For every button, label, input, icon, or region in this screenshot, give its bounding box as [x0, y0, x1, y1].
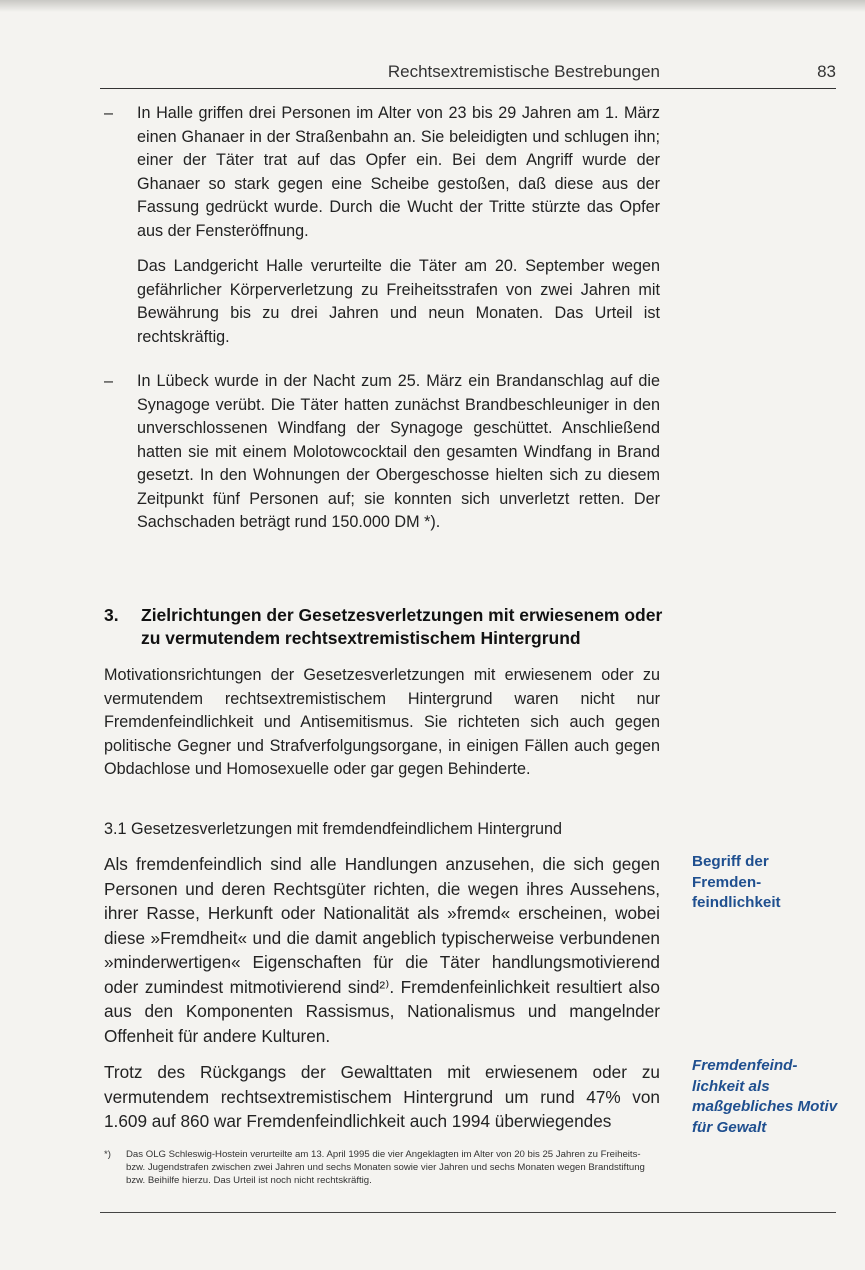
list-dash: – — [104, 372, 114, 390]
motive-paragraph — [104, 1060, 660, 1134]
header-rule — [100, 88, 836, 89]
running-title: Rechtsextremistische Bestrebungen — [387, 62, 660, 81]
margin-note-motive: Fremdenfeind-lichkeit als maßgebliches Motiv für Gewalt — [692, 1057, 838, 1136]
definition-paragraph — [104, 852, 660, 1048]
list-dash: – — [104, 104, 114, 122]
page-number: 83 — [817, 62, 836, 81]
margin-note-definition: Begriff der Fremden-feindlichkeit — [692, 853, 781, 911]
paragraph-luebeck-attack: In Lübeck wurde in der Nacht zum 25. März ein Brandanschlag auf die Synagoge verübt. Die Täter hatten zunächst Brandbeschleuniger in den unverschlossenen Windfang der Synagoge geschüttet. Anschließend hatten sie mit einem Molotowcocktail den gesamten Windfang in Brand gesetzt. In den Wohnungen der Obergeschosse hielten sich zu diesem Zeitpunkt fünf Personen auf; sie konnten sich unverletzt retten. Der Sachschaden beträgt rund 150.000 DM *). — [137, 372, 660, 531]
list-item-luebeck — [104, 370, 660, 535]
paragraph-halle-attack: In Halle griffen drei Personen im Alter von 23 bis 29 Jahren am 1. März einen Ghanaer in der Straßenbahn an. Sie beleidigten und schlugen ihn; einer der Täter trat auf das Opfer ein. Bei dem Angriff wurde der Ghanaer so stark gegen eine Scheibe gestoßen, daß diese aus der Fassung gedrückt wurde. Durch die Wucht der Tritte stürzte das Opfer aus der Fensteröffnung. — [137, 104, 660, 240]
list-item-body — [137, 370, 660, 535]
section-heading — [104, 604, 674, 650]
footnote — [104, 1148, 660, 1187]
paragraph-definition: Als fremdenfeindlich sind alle Handlungen anzusehen, die sich gegen Personen und deren Rechtsgüter richten, die wegen ihres Aussehens, ihrer Rasse, Herkunft oder Nationalität als »fremd« erscheinen, wobei diese »Fremdheit« und die damit angeblich typischerweise verbundenen »minderwertigen« Eigenschaften für die Täter handlungsmotivierend oder zumindest mitmotivierend sind²⁾. Fremdenfeinlichkeit resultiert also aus den Komponenten Rassismus, Nationalismus und mangelnder Offenheit für andere Kulturen. — [104, 854, 660, 1046]
footer-rule — [100, 1212, 836, 1213]
section-number: 3. — [104, 605, 119, 625]
footnote-text: Das OLG Schleswig-Hostein verurteilte am 13. April 1995 die vier Angeklagten im Alter von 20 bis 25 Jahren zu Freiheits- bzw. Jugendstrafen zwischen zwei Jahren und sechs Monaten sowie vier Jahren und sechs Monaten wegen Brandstiftung bzw. Beihilfe hierzu. Das Urteil ist noch nicht rechtskräftig. — [126, 1149, 645, 1186]
section-title: Zielrichtungen der Gesetzesverletzungen mit erwiesenem oder zu vermutendem rechtsextremistischem Hintergrund — [141, 605, 663, 648]
list-item-body — [137, 102, 660, 349]
footnote-marker: *) — [104, 1149, 111, 1160]
section-intro: Motivationsrichtungen der Gesetzesverletzungen mit erwiesenem oder zu vermutendem rechtsextremistischem Hintergrund waren nicht nur Fremdenfeindlichkeit und Antisemitismus. Sie richteten sich auch gegen politische Gegner und Strafverfolgungsorgane, in einigen Fällen auch gegen Obdachlose und Homosexuelle oder gar gegen Behinderte. — [104, 666, 660, 778]
paragraph-halle-verdict: Das Landgericht Halle verurteilte die Täter am 20. September wegen gefährlicher Körperverletzung zu Freiheitsstrafen von zwei Jahren mit Bewährung bis zu drei Jahren und neun Monaten. Das Urteil ist rechtskräftig. — [137, 257, 660, 346]
subsection-title: 3.1 Gesetzesverletzungen mit fremdendfeindlichem Hintergrund — [104, 820, 562, 838]
paragraph-motive: Trotz des Rückgangs der Gewalttaten mit erwiesenem oder zu vermutendem rechtsextremistischem Hintergrund um rund 47% von 1.609 auf 860 war Fremdenfeindlichkeit auch 1994 überwiegendes — [104, 1062, 660, 1131]
list-item-halle — [104, 102, 660, 349]
